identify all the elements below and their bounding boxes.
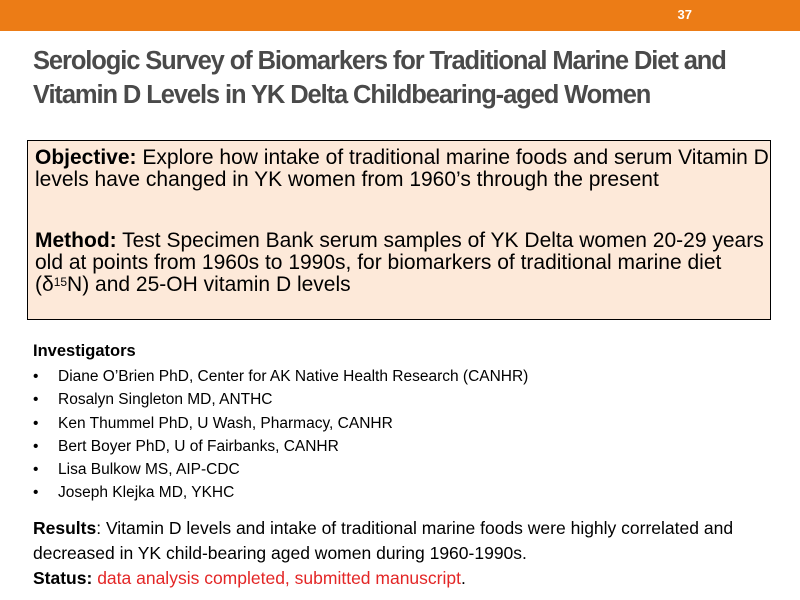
method-paragraph: [35, 230, 770, 296]
results-label: Results: [33, 518, 97, 538]
investigator-name: Joseph Klejka MD, YKHC: [58, 484, 235, 502]
objective-method-box: [27, 140, 771, 320]
results-paragraph: [33, 516, 783, 566]
results-text: : Vitamin D levels and intake of traditional marine foods were highly correlated and decreased in YK child-bearing aged women during 1960-1990s.: [33, 518, 734, 563]
method-label: Method:: [35, 229, 117, 252]
list-item: [33, 388, 733, 411]
list-item: [33, 481, 733, 504]
investigator-name: Rosalyn Singleton MD, ANTHC: [58, 391, 273, 409]
method-superscript: 15: [53, 275, 68, 289]
results-section: [33, 516, 783, 591]
objective-text: Explore how intake of traditional marine foods and serum Vitamin D levels have changed in YK women from 1960’s through the present: [35, 146, 769, 191]
investigator-name: Bert Boyer PhD, U of Fairbanks, CANHR: [58, 437, 339, 455]
top-bar: [0, 0, 800, 31]
list-item: [33, 412, 733, 435]
bullet-icon: •: [33, 368, 39, 385]
status-label: Status:: [33, 568, 93, 588]
objective-label: Objective:: [35, 146, 137, 169]
bullet-icon: •: [33, 391, 39, 409]
method-text-before: Test Specimen Bank serum samples of YK Delta women 20-29 years old at points from 1960s to 1990s, for biomarkers of traditional marine diet (δ: [35, 229, 764, 296]
status-text: data analysis completed, submitted manuscript: [97, 568, 461, 588]
investigator-name: Ken Thummel PhD, U Wash, Pharmacy, CANHR: [58, 414, 393, 432]
bullet-icon: •: [33, 461, 39, 479]
slide-title: [33, 44, 783, 112]
status-end: .: [460, 568, 466, 588]
title-line-2: Vitamin D Levels in YK Delta Childbearing-aged Women: [33, 81, 651, 109]
list-item: [33, 458, 733, 481]
list-item: [33, 365, 733, 388]
investigators-list: [33, 365, 733, 505]
bullet-icon: •: [33, 414, 39, 432]
list-item: [33, 435, 733, 458]
objective-paragraph: [35, 147, 770, 191]
status-paragraph: [33, 566, 783, 591]
bullet-icon: •: [33, 437, 39, 455]
investigator-name: Lisa Bulkow MS, AIP-CDC: [58, 461, 240, 479]
page-number: 37: [677, 7, 692, 22]
investigators-section: [33, 342, 733, 505]
bullet-icon: •: [33, 484, 39, 502]
method-text-after: N) and 25-OH vitamin D levels: [67, 273, 351, 296]
investigators-heading: Investigators: [33, 342, 136, 360]
investigator-name: Diane O’Brien PhD, Center for AK Native Health Research (CANHR): [58, 368, 529, 385]
title-line-1: Serologic Survey of Biomarkers for Traditional Marine Diet and: [33, 47, 726, 75]
